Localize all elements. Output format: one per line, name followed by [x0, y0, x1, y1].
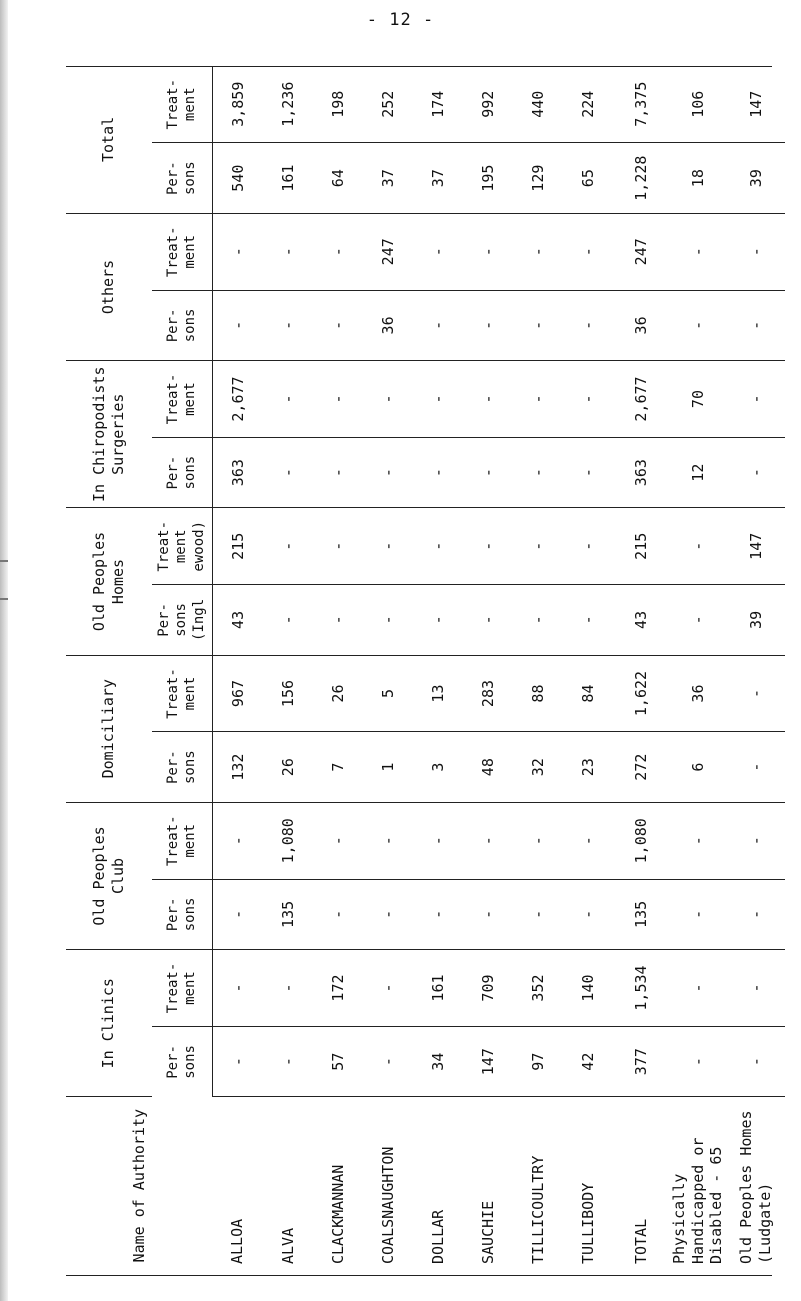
treatment-cell: 215 [213, 508, 264, 585]
persons-cell: 1,228 [613, 143, 669, 213]
persons-cell: - [263, 1026, 313, 1096]
treatment-cell: 967 [213, 655, 264, 732]
persons-cell: - [513, 879, 563, 949]
authority-name: ALVA [278, 1227, 297, 1264]
sub-header-persons: Per- sons [152, 143, 213, 213]
persons-cell: 135 [263, 879, 313, 949]
sub-header-treatment: Treat- ment [152, 361, 213, 438]
authority-name: CLACKMANNAN [328, 1164, 347, 1264]
treatment-cell: 70 [669, 361, 727, 438]
treatment-cell: - [669, 950, 727, 1027]
treatment-cell: 147 [727, 508, 785, 585]
treatment-cell: - [669, 802, 727, 879]
sub-header-treatment: Treat- ment [152, 802, 213, 879]
treatment-cell: - [513, 508, 563, 585]
persons-cell: 39 [727, 143, 785, 213]
treatment-cell: - [727, 802, 785, 879]
persons-cell: - [363, 437, 413, 507]
persons-cell: 7 [313, 732, 363, 802]
treatment-cell: 7,375 [613, 66, 669, 143]
group-header-in-clinics: In Clinics [66, 950, 152, 1097]
persons-cell: - [363, 879, 413, 949]
table-body [213, 66, 786, 1274]
treatment-cell: 36 [669, 655, 727, 732]
authority-name: Old Peoples Homes (Ludgate) [737, 1110, 774, 1264]
persons-cell: - [563, 879, 613, 949]
group-header-old-peoples-homes: Old Peoples Homes [66, 508, 152, 655]
table-row [213, 66, 264, 1274]
persons-cell: 48 [463, 732, 513, 802]
treatment-cell: - [463, 802, 513, 879]
treatment-cell: - [563, 361, 613, 438]
treatment-cell: 106 [669, 66, 727, 143]
treatment-cell: - [413, 802, 463, 879]
treatment-cell: 140 [563, 950, 613, 1027]
persons-cell: - [363, 585, 413, 655]
persons-cell: 39 [727, 585, 785, 655]
treatment-cell: - [263, 950, 313, 1027]
group-header-others: Others [66, 213, 152, 360]
treatment-cell: 440 [513, 66, 563, 143]
sub-header-persons: Per- sons [152, 1026, 213, 1096]
sub-header-treatment: Treat- ment [152, 950, 213, 1027]
treatment-cell: - [313, 213, 363, 290]
table-row [727, 66, 785, 1274]
persons-cell: 23 [563, 732, 613, 802]
persons-cell: - [513, 437, 563, 507]
treatment-cell: - [363, 361, 413, 438]
sub-header-persons: Per- sons [152, 732, 213, 802]
treatment-cell: 156 [263, 655, 313, 732]
treatment-cell: 1,534 [613, 950, 669, 1027]
persons-cell: 64 [313, 143, 363, 213]
authority-name: TULLIBODY [578, 1182, 597, 1264]
treatment-cell: - [213, 213, 264, 290]
persons-cell: - [563, 290, 613, 360]
treatment-cell: 172 [313, 950, 363, 1027]
group-header-chiropodists-surgeries: In Chiropodists Surgeries [66, 361, 152, 508]
persons-cell: 32 [513, 732, 563, 802]
treatment-cell: - [363, 508, 413, 585]
persons-cell: - [213, 290, 264, 360]
chiropody-statistics-table [66, 66, 785, 1274]
treatment-cell: 1,622 [613, 655, 669, 732]
table-row [363, 66, 413, 1274]
treatment-cell: - [727, 361, 785, 438]
table-row [313, 66, 363, 1274]
treatment-cell: - [363, 802, 413, 879]
persons-cell: - [363, 1026, 413, 1096]
authority-name: Physically Handicapped or Disabled - 65 [669, 1137, 726, 1264]
persons-cell: 363 [213, 437, 264, 507]
treatment-cell: 252 [363, 66, 413, 143]
treatment-cell: 3,859 [213, 66, 264, 143]
sub-header-treatment-inglewood: Treat- ment ewood) [152, 508, 213, 585]
authority-name: TOTAL [631, 1218, 650, 1264]
treatment-cell: 224 [563, 66, 613, 143]
treatment-cell: - [263, 508, 313, 585]
treatment-cell: 1,236 [263, 66, 313, 143]
persons-cell: - [513, 585, 563, 655]
persons-cell: 37 [413, 143, 463, 213]
treatment-cell: - [413, 508, 463, 585]
persons-cell: 540 [213, 143, 264, 213]
persons-cell: - [669, 1026, 727, 1096]
persons-cell: - [213, 879, 264, 949]
treatment-cell: - [513, 361, 563, 438]
persons-cell: - [669, 585, 727, 655]
persons-cell: - [463, 585, 513, 655]
sub-header-treatment: Treat- ment [152, 655, 213, 732]
persons-cell: - [263, 437, 313, 507]
treatment-cell: - [463, 508, 513, 585]
persons-cell: 377 [613, 1026, 669, 1096]
treatment-cell: 88 [513, 655, 563, 732]
treatment-cell: - [313, 508, 363, 585]
treatment-cell: 174 [413, 66, 463, 143]
treatment-cell: - [363, 950, 413, 1027]
treatment-cell: 5 [363, 655, 413, 732]
authority-name: COALSNAUGHTON [378, 1146, 397, 1264]
treatment-cell: 1,080 [613, 802, 669, 879]
authority-name: ALLOA [228, 1218, 247, 1264]
persons-cell: - [463, 290, 513, 360]
persons-cell: - [727, 879, 785, 949]
persons-cell: - [727, 732, 785, 802]
persons-cell: - [313, 290, 363, 360]
persons-cell: 34 [413, 1026, 463, 1096]
persons-cell: 26 [263, 732, 313, 802]
treatment-cell: 992 [463, 66, 513, 143]
authority-name: SAUCHIE [478, 1200, 497, 1264]
authority-name: TILLICOULTRY [528, 1155, 547, 1264]
treatment-cell: - [563, 802, 613, 879]
sub-header-treatment: Treat- ment [152, 213, 213, 290]
persons-cell: 147 [463, 1026, 513, 1096]
persons-cell: 195 [463, 143, 513, 213]
page-number: - 12 - [366, 10, 435, 30]
treatment-cell: 215 [613, 508, 669, 585]
persons-cell: - [413, 437, 463, 507]
treatment-cell: 26 [313, 655, 363, 732]
treatment-cell: - [413, 213, 463, 290]
persons-cell: 132 [213, 732, 264, 802]
persons-cell: 3 [413, 732, 463, 802]
scan-edge-mark [0, 560, 8, 562]
treatment-cell: - [463, 213, 513, 290]
persons-cell: 12 [669, 437, 727, 507]
group-header-total: Total [66, 66, 152, 213]
name-of-authority-header: Name of Authority [129, 1108, 148, 1263]
scan-edge-mark [0, 598, 8, 600]
persons-cell: 43 [213, 585, 264, 655]
sub-header-persons: Per- sons [152, 290, 213, 360]
table-row [563, 66, 613, 1274]
table-row [513, 66, 563, 1274]
persons-cell: 42 [563, 1026, 613, 1096]
treatment-cell: - [727, 950, 785, 1027]
table-row [413, 66, 463, 1274]
treatment-cell: - [513, 213, 563, 290]
persons-cell: - [313, 879, 363, 949]
persons-cell: - [213, 1026, 264, 1096]
treatment-cell: - [213, 950, 264, 1027]
scan-edge [0, 0, 8, 1301]
treatment-cell: 247 [363, 213, 413, 290]
persons-cell: 37 [363, 143, 413, 213]
persons-cell: - [263, 290, 313, 360]
treatment-cell: 13 [413, 655, 463, 732]
persons-cell: 272 [613, 732, 669, 802]
persons-cell: - [313, 437, 363, 507]
treatment-cell: - [513, 802, 563, 879]
treatment-cell: 1,080 [263, 802, 313, 879]
treatment-cell: - [313, 361, 363, 438]
persons-cell: - [727, 290, 785, 360]
treatment-cell: - [263, 213, 313, 290]
persons-cell: 57 [313, 1026, 363, 1096]
rotated-table-wrapper [66, 66, 772, 1274]
table-row [613, 66, 669, 1274]
treatment-cell: - [263, 361, 313, 438]
treatment-cell: - [413, 361, 463, 438]
treatment-cell: - [727, 213, 785, 290]
treatment-cell: 198 [313, 66, 363, 143]
treatment-cell: 161 [413, 950, 463, 1027]
treatment-cell: - [313, 802, 363, 879]
persons-cell: 6 [669, 732, 727, 802]
group-header-domiciliary: Domiciliary [66, 655, 152, 802]
persons-cell: - [413, 879, 463, 949]
treatment-cell: 84 [563, 655, 613, 732]
persons-cell: - [463, 437, 513, 507]
table-row [263, 66, 313, 1274]
treatment-cell: 247 [613, 213, 669, 290]
sub-header-treatment: Treat- ment [152, 66, 213, 143]
treatment-cell: 352 [513, 950, 563, 1027]
treatment-cell: - [463, 361, 513, 438]
persons-cell: 135 [613, 879, 669, 949]
persons-cell: 161 [263, 143, 313, 213]
persons-cell: 36 [613, 290, 669, 360]
treatment-cell: 2,677 [213, 361, 264, 438]
persons-cell: 18 [669, 143, 727, 213]
treatment-cell: 283 [463, 655, 513, 732]
persons-cell: - [463, 879, 513, 949]
persons-cell: - [563, 585, 613, 655]
treatment-cell: - [669, 508, 727, 585]
authority-name: DOLLAR [428, 1209, 447, 1264]
persons-cell: - [313, 585, 363, 655]
persons-cell: 1 [363, 732, 413, 802]
persons-cell: - [413, 585, 463, 655]
treatment-cell: - [563, 508, 613, 585]
persons-cell: 129 [513, 143, 563, 213]
persons-cell: 363 [613, 437, 669, 507]
table-row [463, 66, 513, 1274]
treatment-cell: 147 [727, 66, 785, 143]
persons-cell: 36 [363, 290, 413, 360]
sub-header-persons-inglewood: Per- sons (Ingl [152, 585, 213, 655]
persons-cell: - [263, 585, 313, 655]
sub-header-persons: Per- sons [152, 879, 213, 949]
group-header-old-peoples-club: Old Peoples Club [66, 802, 152, 949]
persons-cell: - [563, 437, 613, 507]
treatment-cell: 709 [463, 950, 513, 1027]
treatment-cell: - [213, 802, 264, 879]
persons-cell: 65 [563, 143, 613, 213]
treatment-cell: - [563, 213, 613, 290]
treatment-cell: - [727, 655, 785, 732]
treatment-cell: - [669, 213, 727, 290]
persons-cell: 97 [513, 1026, 563, 1096]
persons-cell: - [413, 290, 463, 360]
treatment-cell: 2,677 [613, 361, 669, 438]
persons-cell: - [727, 437, 785, 507]
table-row [669, 66, 727, 1274]
persons-cell: - [669, 879, 727, 949]
persons-cell: 43 [613, 585, 669, 655]
persons-cell: - [669, 290, 727, 360]
sub-header-persons: Per- sons [152, 437, 213, 507]
persons-cell: - [513, 290, 563, 360]
persons-cell: - [727, 1026, 785, 1096]
